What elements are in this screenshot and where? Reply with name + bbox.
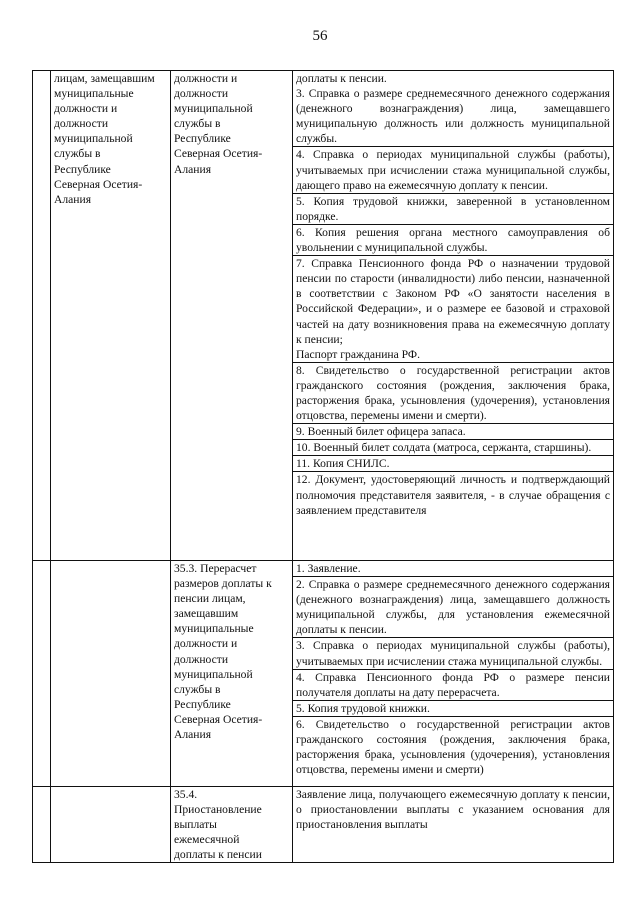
table-row-35-2 — [33, 71, 614, 561]
text-line: муниципальной — [174, 102, 253, 116]
text-line: размеров доплаты к — [174, 577, 272, 591]
document-item: 4. Справка о периодах муниципальной службы (работы), учитываемых при исчислении стажа муниципальной службы, дающего право на ежемесячную доплату к пенсии. — [293, 146, 613, 192]
cell-number — [33, 561, 51, 787]
text-line: службы в — [174, 117, 221, 131]
table-row-35-3 — [33, 561, 614, 787]
text-line: должности и — [54, 102, 118, 116]
page-number: 56 — [312, 28, 328, 44]
document-item: 3. Справка о размере среднемесячного денежного содержания (денежного вознаграждения) лица, замещавшего муниципальную должность или должность муниципальной службы. — [296, 87, 610, 146]
text-line: Северная Осетия- — [54, 177, 143, 191]
cell-documents — [293, 71, 614, 561]
document-item: 6. Свидетельство о государственной регистрации актов гражданского состояния (рождения, заключения брака, расторжения брака, усыновления (удочерения), установления отцовства, перемены имени и смерти) — [293, 716, 613, 777]
text-line: замещавшим — [174, 607, 239, 621]
text-line: службы в — [174, 682, 221, 696]
cell-service-name — [171, 561, 293, 787]
document-item: Паспорт гражданина РФ. — [296, 347, 420, 361]
cell-number — [33, 71, 51, 561]
text-line: Республике — [174, 132, 231, 146]
cell-recipients — [51, 561, 171, 787]
document-item: 1. Заявление. — [296, 562, 361, 575]
services-table — [32, 70, 614, 863]
text-line: муниципальной — [54, 132, 133, 146]
document-item: 5. Копия трудовой книжки, заверенной в установленном порядке. — [293, 193, 613, 224]
text-line: ежемесячной — [174, 833, 240, 847]
text-line: Республике — [174, 697, 231, 711]
document-item: 4. Справка Пенсионного фонда РФ о размере пенсии получателя доплаты на дату перерасчета. — [293, 669, 613, 700]
document-item: доплаты к пенсии. — [296, 72, 387, 85]
document-item: 12. Документ, удостоверяющий личность и подтверждающий полномочия представителя заявителя, - в случае обращения с заявлением представителя — [293, 471, 613, 517]
text-line: муниципальной — [174, 667, 253, 681]
text-line: Алания — [174, 728, 212, 742]
cell-recipients — [51, 71, 171, 561]
document-item: 3. Справка о периодах муниципальной службы (работы), учитываемых при исчислении стажа муниципальной службы. — [293, 637, 613, 668]
text-line: Республике — [54, 162, 111, 176]
text-line: Алания — [54, 192, 92, 206]
cell-service-name — [171, 787, 293, 863]
text-line: должности и — [174, 637, 238, 651]
text-line: муниципальные — [54, 87, 134, 101]
document-item: 2. Справка о размере среднемесячного денежного содержания (денежного вознаграждения) лица, замещавшего должность муниципальной службы, для установления ежемесячной доплаты к пенсии. — [293, 576, 613, 637]
text-line: должности — [174, 652, 229, 666]
cell-recipients — [51, 787, 171, 863]
document-item: 10. Военный билет солдата (матроса, сержанта, старшины). — [293, 439, 613, 455]
document-item: 5. Копия трудовой книжки. — [293, 700, 613, 716]
text-line: Северная Осетия- — [174, 147, 263, 161]
cell-documents — [293, 787, 614, 863]
text-line: выплаты — [174, 818, 217, 832]
table-row-35-4 — [33, 787, 614, 863]
text-line: муниципальные — [174, 622, 254, 636]
text-line: должности и — [174, 72, 238, 85]
document-item: 11. Копия СНИЛС. — [293, 455, 613, 471]
text-line: 35.4. — [174, 788, 198, 801]
document-item: Заявление лица, получающего ежемесячную доплату к пенсии, о приостановлении выплаты с указанием основания для приостановления выплаты — [296, 788, 610, 832]
text-line: пенсии лицам, — [174, 592, 246, 606]
document-item: 6. Копия решения органа местного самоуправления об увольнении с муниципальной службы. — [293, 224, 613, 255]
text-line: службы в — [54, 147, 101, 161]
text-line: лицам, замещавшим — [54, 72, 155, 85]
cell-number — [33, 787, 51, 863]
document-item: 9. Военный билет офицера запаса. — [293, 423, 613, 439]
text-line: Алания — [174, 162, 212, 176]
cell-service-name — [171, 71, 293, 561]
text-line: Северная Осетия- — [174, 712, 263, 726]
text-line: должности — [174, 87, 229, 101]
text-line: должности — [54, 117, 109, 131]
text-line: Приостановление — [174, 803, 262, 817]
cell-documents — [293, 561, 614, 787]
text-line: 35.3. Перерасчет — [174, 562, 257, 575]
document-item: 8. Свидетельство о государственной регистрации актов гражданского состояния (рождения, заключения брака, расторжения брака, усыновления (удочерения), установления отцовства, перемены имени и смерти). — [293, 362, 613, 423]
text-line: доплаты к пенсии — [174, 848, 262, 862]
document-item: 7. Справка Пенсионного фонда РФ о назначении трудовой пенсии по старости (инвалидности) либо пенсии, назначенной в соответствии с Законом РФ «О занятости населения в Российской Федерации», и о размере ее базовой и страховой частей на дату возникновения права на ежемесячную доплату к пенсии; — [293, 255, 613, 347]
